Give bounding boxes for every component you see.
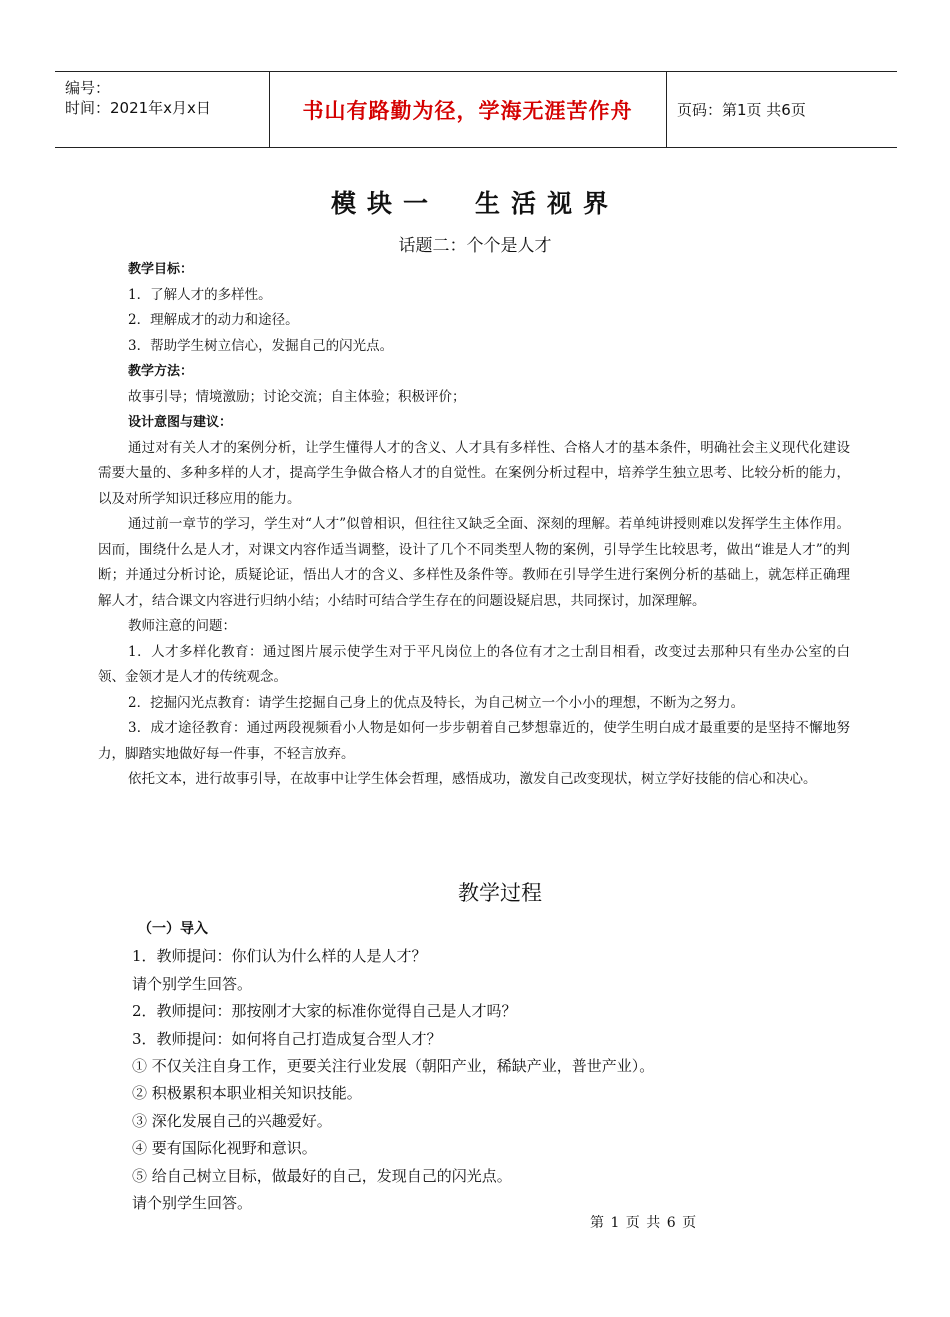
- process-line: 3．教师提问：如何将自己打造成复合型人才？: [132, 1029, 442, 1048]
- header-meta: [65, 78, 211, 118]
- design-label: 设计意图与建议：: [128, 415, 233, 430]
- methods-label: 教学方法：: [128, 364, 194, 379]
- note-item: 2．挖掘闪光点教育：请学生挖掘自己身上的优点及特长，为自己树立一个小小的理想，不断为之努力。: [128, 694, 745, 711]
- page-footer: 第 1 页 共 6 页: [590, 1215, 698, 1231]
- header-divider: [666, 72, 667, 147]
- time-label: 时间：2021年x月x日: [65, 99, 211, 117]
- note-item: 1．人才多样化教育：通过图片展示使学生对于平凡岗位上的各位有才之士刮目相看，改变过去那种只有坐办公室的白领、金领才是人才的传统观念。: [98, 643, 850, 685]
- process-line: 1．教师提问：你们认为什么样的人是人才？: [132, 947, 427, 966]
- note-item: 3．成才途径教育：通过两段视频看小人物是如何一步步朝着自己梦想靠近的，使学生明白成才最重要的是坚持不懈地努力，脚踏实地做好每一件事，不轻言放弃。: [98, 720, 850, 762]
- design-paragraph: 通过前一章节的学习，学生对“人才”似曾相识，但往往又缺乏全面、深刻的理解。若单纯讲授则难以发挥学生主体作用。因而，围绕什么是人才，对课文内容作适当调整，设计了几个不同类型人物的案例，引导学生比较思考，做出“谁是人才”的判断；并通过分析讨论，质疑论证，悟出人才的含义、多样性及条件等。教师在引导学生进行案例分析的基础上，就怎样正确理解人才，结合课文内容进行归纳小结；小结时可结合学生存在的问题设疑启思，共同探讨，加深理解。: [98, 516, 850, 609]
- process-section-heading: （一）导入: [138, 921, 208, 937]
- process-line: 请个别学生回答。: [132, 1194, 253, 1213]
- process-line: ④ 要有国际化视野和意识。: [132, 1139, 317, 1158]
- process-line: ② 积极累积本职业相关知识技能。: [132, 1084, 362, 1103]
- document-header: [55, 71, 897, 148]
- notes-label: 教师注意的问题：: [128, 618, 236, 634]
- process-line: ③ 深化发展自己的兴趣爱好。: [132, 1111, 332, 1130]
- process-line: 2．教师提问：那按刚才大家的标准你觉得自己是人才吗？: [132, 1002, 517, 1021]
- process-line: 请个别学生回答。: [132, 974, 253, 993]
- objective-item: 1．了解人才的多样性。: [128, 286, 272, 303]
- design-paragraph: 通过对有关人才的案例分析，让学生懂得人才的含义、人才具有多样性、合格人才的基本条件，明确社会主义现代化建设需要大量的、多种多样的人才，提高学生争做合格人才的自觉性。在案例分析过程中，培养学生独立思考、比较分析的能力，以及对所学知识迁移应用的能力。: [98, 439, 850, 507]
- design-paragraph: 依托文本，进行故事引导，在故事中让学生体会哲理，感悟成功，激发自己改变现状，树立学好技能的信心和决心。: [128, 771, 817, 787]
- process-line: ⑤ 给自己树立目标，做最好的自己，发现自己的闪光点。: [132, 1166, 512, 1185]
- objective-item: 3．帮助学生树立信心，发掘自己的闪光点。: [128, 337, 394, 354]
- page-subtitle: 话题二：个个是人才: [398, 236, 552, 256]
- process-line: ① 不仅关注自身工作，更要关注行业发展（朝阳产业，稀缺产业，普世产业）。: [132, 1057, 655, 1076]
- methods-text: 故事引导；情境激励；讨论交流；自主体验；积极评价；: [128, 388, 466, 405]
- number-label: 编号：: [65, 79, 111, 97]
- header-page-info: 页码：第1页 共6页: [677, 101, 806, 119]
- header-motto: 书山有路勤为径，学海无涯苦作舟: [302, 98, 633, 123]
- document-body: [98, 257, 850, 793]
- process-title: 教学过程: [458, 881, 542, 905]
- objective-item: 2．理解成才的动力和途径。: [128, 312, 299, 328]
- objectives-label: 教学目标：: [128, 262, 194, 277]
- page-title: 模块一 生活视界: [330, 189, 619, 218]
- process-body: [132, 916, 832, 1217]
